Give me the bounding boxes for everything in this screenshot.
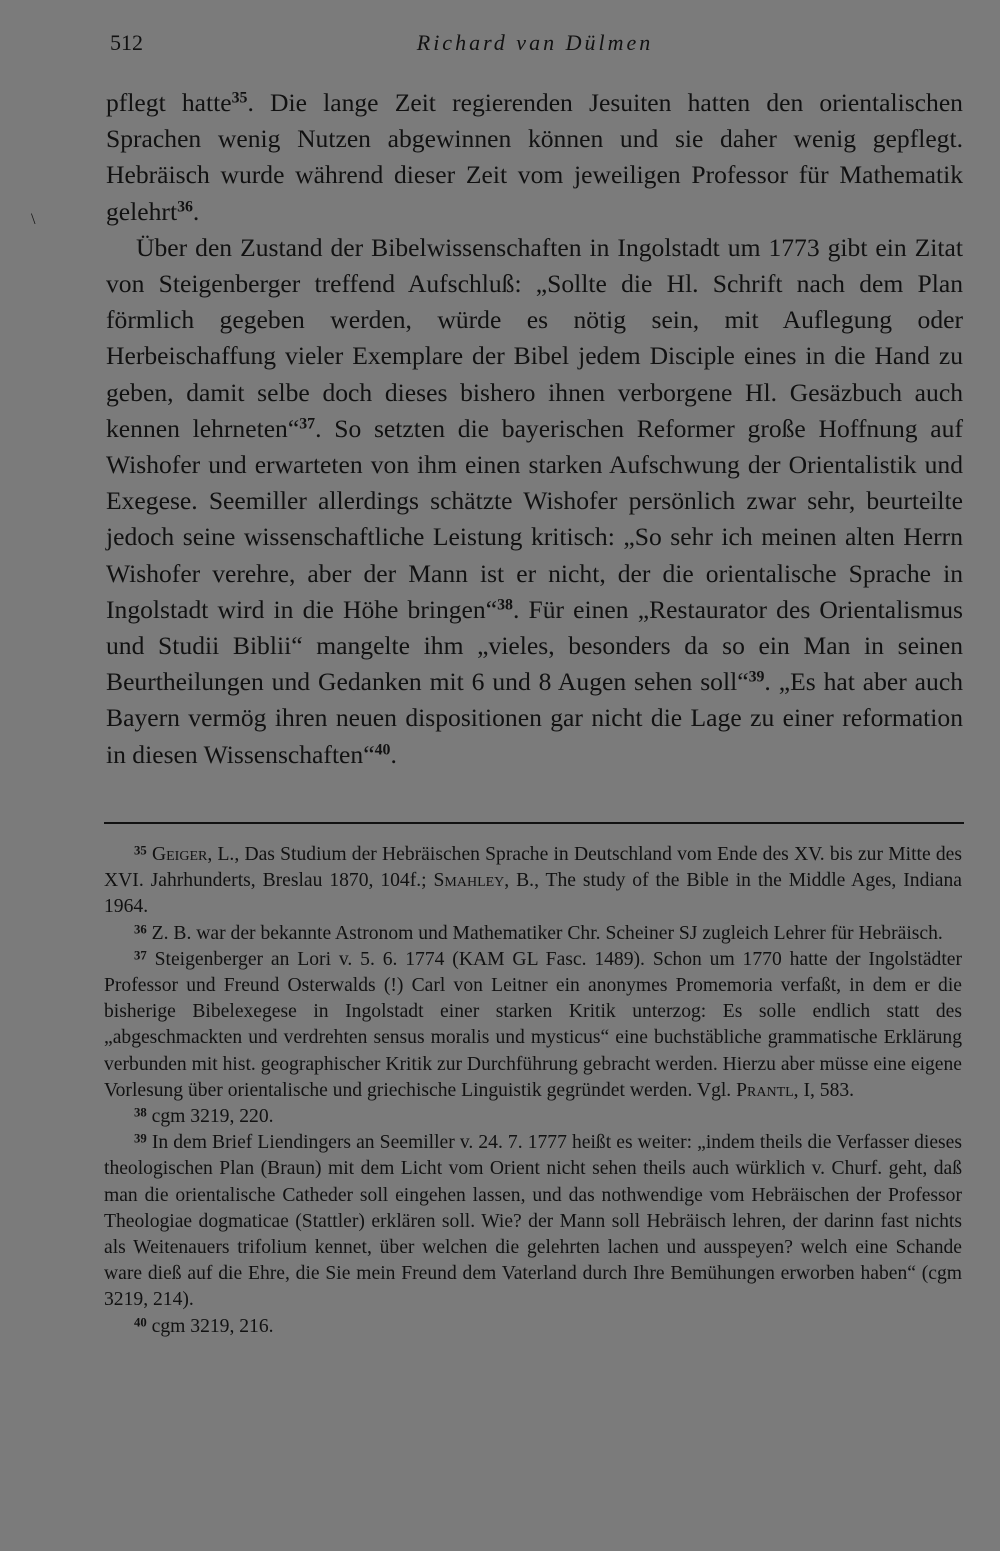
footnote-number: 38 bbox=[134, 1105, 147, 1120]
body-paragraph bbox=[106, 85, 963, 230]
margin-mark: \ bbox=[31, 211, 36, 228]
text-run: , B., The study of the Bible in the Middle Ages, Indiana 1964. bbox=[104, 870, 962, 918]
author-name: Smahley bbox=[433, 870, 505, 892]
text-run: Über den Zustand der Bibelwissenschaften in Ingolstadt um 1773 gibt ein Zitat von Steigenberger treffend Aufschluß: „Sollte die Hl. Schrift nach dem Plan förmlich gegeben werden, würde es nötig sein, mit Auflegung oder Herbeischaffung vieler Exemplare der Bibel jedem Disciple eines in die Hand zu geben, damit selbe doch dieses bishero ihnen verborgene Hl. Gesäzbuch auch kennen lehrneten“ bbox=[106, 232, 963, 443]
footnote-number: 35 bbox=[134, 843, 147, 858]
text-run: pflegt hatte bbox=[106, 88, 232, 117]
footnote-reference: 35 bbox=[231, 89, 248, 107]
text-run: Z. B. war der bekannte Astronom und Mathematiker Chr. Scheiner SJ zugleich Lehrer für Hebräisch. bbox=[151, 922, 943, 944]
footnote bbox=[104, 1130, 962, 1313]
text-run: . So setzten die bayerischen Reformer große Hoffnung auf Wishofer und erwarteten von ihm einen starken Aufschwung der Orientalistik und Exegese. Seemiller allerdings schätzte Wishofer persönlich zwar sehr, beurteilte jedoch seine wissenschaftliche Leistung kritisch: „So sehr ich meinen alten Herrn Wishofer verehre, aber der Mann ist er nicht, der die orientalische Sprache in Ingolstadt wird in die Höhe bringen“ bbox=[106, 413, 963, 624]
footnote-divider bbox=[104, 822, 964, 824]
footnote-reference: 37 bbox=[299, 415, 316, 433]
text-run: . Für einen „Restaurator des Orientalismus und Studii Biblii“ mangelte ihm „vieles, besonders da so ein Man in seinen Beurtheilungen und Gedanken mit 6 und 8 Augen sehen soll“ bbox=[106, 594, 963, 697]
footnote-number: 40 bbox=[134, 1314, 147, 1329]
footnote-reference: 38 bbox=[497, 596, 513, 614]
author-name: Geiger bbox=[151, 844, 208, 865]
footnote bbox=[104, 842, 962, 921]
text-run: . bbox=[192, 196, 200, 226]
author-name: Prantl bbox=[736, 1079, 794, 1101]
text-run: cgm 3219, 220. bbox=[151, 1106, 274, 1128]
text-run: In dem Brief Liendingers an Seemiller v. 24. 7. 1777 heißt es weiter: „indem theils die Verfasser dieses theologischen Plan (Braun) mit dem Licht vom Orient nicht sehen theils auch würklich v. Churf. geht, daß man die orientalische Catheder soll eingehen lassen, und das nothwendige vom Hebräischen der Professor Theologiae dogmaticae (Stattler) erklären soll. Wie? der Mann soll Hebräisch lehren, der darinn fast nichts als Weitenauers trifolium kennet, über welchen die gelehrten lachen und ausspeyen? welch eine Schande ware dieß auf die Ehre, die Sie mein Freund dem Vaterland durch Ihre Bemühungen erworben haben“ (cgm 3219, 214). bbox=[104, 1132, 962, 1311]
footnote bbox=[104, 921, 962, 947]
body-text bbox=[106, 85, 963, 773]
footnote-reference: 36 bbox=[177, 197, 193, 215]
page-number: 512 bbox=[110, 30, 143, 55]
page-header bbox=[110, 30, 960, 62]
text-run: , I, 583. bbox=[793, 1079, 855, 1101]
footnote-reference: 40 bbox=[374, 740, 391, 758]
text-run: Steigenberger an Lori v. 5. 6. 1774 (KAM GL Fasc. 1489). Schon um 1770 hatte der Ingolstädter Professor und Freund Osterwalds (!) Carl von Leitner ein anonymes Promemoria verfaßt, in dem er die bisherige Bibelexegese in Ingolstadt einer starken Kritik unterzog: Es solle endlich statt des „abgeschmackten und verdrehten sensus moralis und mysticus“ eine buchstäbliche grammatische Erklärung verbunden mit hist. geographischer Kritik zur Durchführung gebracht werden. Hierzu aber müsse eine eigene Vorlesung über orientalische und griechische Linguistik gegründet werden. Vgl. bbox=[104, 948, 963, 1101]
footnote-number: 36 bbox=[134, 921, 147, 936]
footnote-reference: 39 bbox=[748, 668, 765, 686]
footnote bbox=[104, 947, 962, 1104]
text-run: . „Es hat aber auch Bayern vermög ihren neuen dispositionen gar nicht die Lage zu einer reformation in diesen Wissenschaften“ bbox=[106, 667, 963, 769]
text-run: cgm 3219, 216. bbox=[151, 1315, 274, 1337]
body-paragraph bbox=[106, 230, 963, 773]
footnote bbox=[104, 1104, 962, 1130]
text-run: . Die lange Zeit regierenden Jesuiten hatten den orientalischen Sprachen wenig Nutzen abgewinnen können und sie daher wenig gepflegt. Hebräisch wurde während dieser Zeit vom jeweiligen Professor für Mathematik gelehrt bbox=[106, 88, 963, 226]
footnote-number: 39 bbox=[134, 1131, 147, 1146]
text-run: . bbox=[390, 739, 397, 769]
footnotes bbox=[104, 842, 962, 1340]
footnote-number: 37 bbox=[134, 948, 147, 963]
running-head: Richard van Dülmen bbox=[416, 30, 654, 55]
text-run: , L., Das Studium der Hebräischen Sprache in Deutschland vom Ende des XV. bis zur Mitte des XVI. Jahrhunderts, Breslau 1870, 104f.; bbox=[104, 844, 962, 892]
footnote bbox=[104, 1314, 962, 1340]
